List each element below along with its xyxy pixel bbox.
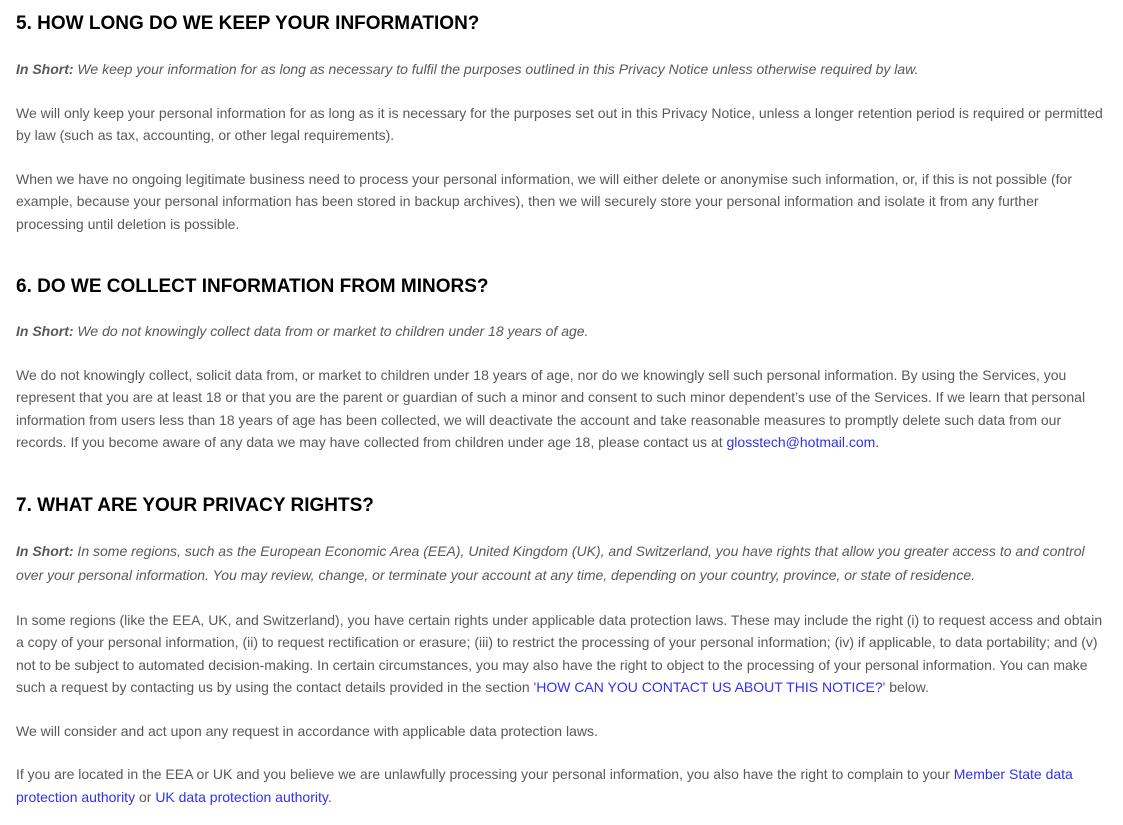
paragraph-text: In some regions (like the EEA, UK, and Switzerland), you have certain rights under applicable data protection laws. These may include the right (i) to request access and obtain a copy of your personal information, (ii) to request rectification or erasure; (iii) to restrict the processing of your personal information; (iv) if applicable, to data portability; and (v) not to be subject to automated decision-making. In certain circumstances, you may also have the right to object to the processing of your personal information. You can make such a request by contacting us by using the contact details provided in the section ' bbox=[16, 611, 1103, 695]
paragraph-text: or bbox=[135, 788, 156, 805]
paragraph: We will consider and act upon any request in accordance with applicable data protection laws. bbox=[16, 722, 598, 739]
paragraph: We will only keep your personal information for as long as it is necessary for the purposes set out in this Privacy Notice, unless a longer retention period is required or permitted by law (such as tax, accounting, or other legal requirements). bbox=[16, 104, 1103, 143]
paragraph bbox=[16, 609, 1107, 699]
in-short-label: In Short: bbox=[16, 542, 74, 559]
paragraph: When we have no ongoing legitimate business need to process your personal information, we will either delete or anonymise such information, or, if this is not possible (for example, because your personal information has been stored in backup archives), then we will securely store your personal information and isolate it from any further processing until deletion is possible. bbox=[16, 170, 1073, 232]
email-link[interactable]: glosstech@hotmail.com bbox=[726, 434, 876, 450]
in-short-summary bbox=[16, 58, 1107, 81]
paragraph-text: If you are located in the EEA or UK and you believe we are unlawfully processing your personal information, you also have the right to complain to your bbox=[16, 766, 954, 782]
paragraph bbox=[16, 364, 1107, 454]
section-privacy-rights bbox=[16, 494, 1107, 809]
section-minors bbox=[16, 275, 1107, 454]
uk-authority-link[interactable]: UK data protection authority bbox=[155, 788, 328, 805]
in-short-text: We do not knowingly collect data from or market to children under 18 years of age. bbox=[73, 323, 589, 339]
paragraph bbox=[16, 763, 1107, 808]
paragraph-text: We do not knowingly collect, solicit data from, or market to children under 18 years of age, nor do we knowingly sell such personal information. By using the Services, you represent that you are at least 18 or that you are the parent or guardian of such a minor and consent to such minor dependent’s use of the Services. If we learn that personal information from users less than 18 years of age has been collected, we will deactivate the account and take reasonable measures to promptly delete such data from our records. If you become aware of any data we may have collected from children under age 18, please contact us at bbox=[16, 366, 1086, 450]
section-heading: 5. HOW LONG DO WE KEEP YOUR INFORMATION? bbox=[16, 13, 480, 34]
paragraph-end: . bbox=[875, 434, 880, 450]
section-retention bbox=[16, 0, 1107, 235]
paragraph-end: ' below. bbox=[882, 679, 929, 695]
paragraph-end: . bbox=[327, 788, 332, 805]
in-short-text: We keep your information for as long as necessary to fulfil the purposes outlined in this Privacy Notice unless otherwise required by law. bbox=[73, 61, 919, 77]
in-short-text: In some regions, such as the European Economic Area (EEA), United Kingdom (UK), and Switzerland, you have rights that allow you greater access to and control over your personal information. You may review, change, or terminate your account at any time, depending on your country, province, or state of residence. bbox=[16, 542, 1085, 583]
in-short-summary bbox=[16, 320, 1107, 343]
in-short-summary bbox=[16, 539, 1107, 588]
member-state-authority-link[interactable]: Member State data protection authority bbox=[16, 766, 1073, 805]
section-heading: 7. WHAT ARE YOUR PRIVACY RIGHTS? bbox=[16, 494, 374, 516]
section-heading: 6. DO WE COLLECT INFORMATION FROM MINORS? bbox=[16, 276, 489, 297]
in-short-label: In Short: bbox=[16, 323, 74, 339]
in-short-label: In Short: bbox=[16, 61, 74, 77]
contact-section-link[interactable]: HOW CAN YOU CONTACT US ABOUT THIS NOTICE? bbox=[536, 679, 883, 695]
